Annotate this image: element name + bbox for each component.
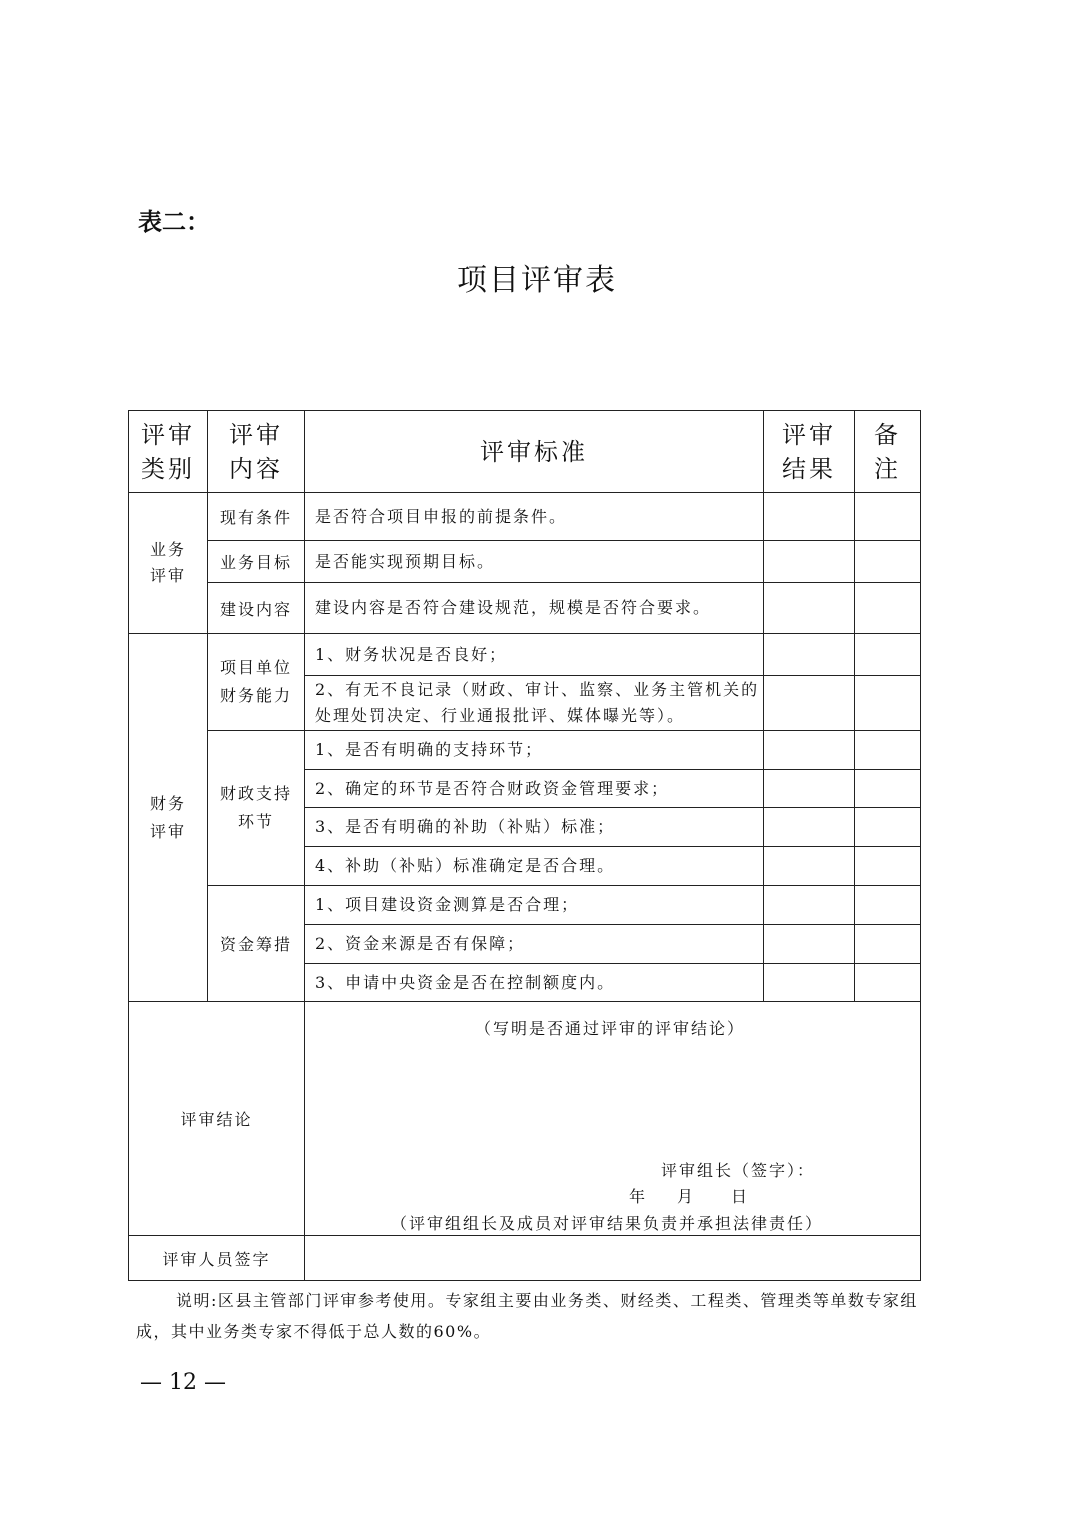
table-row	[129, 731, 921, 770]
header-content	[208, 411, 305, 493]
standard-cell: 2、确定的环节是否符合财政资金管理要求；	[305, 770, 764, 808]
result-cell[interactable]	[764, 731, 855, 770]
remark-cell[interactable]	[855, 731, 921, 770]
content-cell: 业务目标	[208, 541, 305, 583]
conclusion-cell[interactable]	[305, 1002, 921, 1236]
table-row	[129, 541, 921, 583]
content-cell: 资金筹措	[208, 886, 305, 1002]
standard-cell: 3、申请中央资金是否在控制额度内。	[305, 964, 764, 1002]
remark-cell[interactable]	[855, 925, 921, 964]
header-row	[129, 411, 921, 493]
result-cell[interactable]	[764, 925, 855, 964]
result-cell[interactable]	[764, 583, 855, 634]
table-row	[129, 886, 921, 925]
result-cell[interactable]	[764, 847, 855, 886]
signature-row	[129, 1236, 921, 1281]
content-cell: 项目单位 财务能力	[208, 634, 305, 731]
result-cell[interactable]	[764, 886, 855, 925]
remark-cell[interactable]	[855, 541, 921, 583]
category-finance: 财务 评审	[129, 634, 208, 1002]
remark-cell[interactable]	[855, 770, 921, 808]
standard-cell: 1、项目建设资金测算是否合理；	[305, 886, 764, 925]
standard-cell: 4、补助（补贴）标准确定是否合理。	[305, 847, 764, 886]
remark-cell[interactable]	[855, 634, 921, 676]
remark-cell[interactable]	[855, 847, 921, 886]
standard-cell: 2、资金来源是否有保障；	[305, 925, 764, 964]
header-remark: 备 注	[855, 411, 921, 493]
conclusion-row	[129, 1002, 921, 1236]
header-result: 评审 结果	[764, 411, 855, 493]
standard-cell: 建设内容是否符合建设规范，规模是否符合要求。	[305, 583, 764, 634]
conclusion-label: 评审结论	[129, 1002, 305, 1236]
table-row	[129, 583, 921, 634]
responsibility-note: （评审组组长及成员对评审结果负责并承担法律责任）	[391, 1214, 824, 1233]
header-content-text: 评审内容	[229, 420, 283, 483]
remark-cell[interactable]	[855, 583, 921, 634]
header-category-text: 评审类别	[141, 420, 195, 483]
standard-cell: 2、有无不良记录（财政、审计、监察、业务主管机关的处理处罚决定、行业通报批评、媒体曝光等）。	[305, 676, 764, 731]
result-cell[interactable]	[764, 541, 855, 583]
content-cell: 现有条件	[208, 493, 305, 541]
result-cell[interactable]	[764, 770, 855, 808]
remark-cell[interactable]	[855, 493, 921, 541]
standard-cell: 3、是否有明确的补助（补贴）标准；	[305, 808, 764, 847]
standard-cell: 1、财务状况是否良好；	[305, 634, 764, 676]
signature-cell[interactable]	[305, 1236, 921, 1281]
category-business: 业务 评审	[129, 493, 208, 634]
page-title: 项目评审表	[457, 263, 617, 298]
header-standard: 评审标准	[305, 411, 764, 493]
content-cell: 建设内容	[208, 583, 305, 634]
standard-cell: 是否能实现预期目标。	[305, 541, 764, 583]
remark-cell[interactable]	[855, 886, 921, 925]
remark-cell[interactable]	[855, 676, 921, 731]
page-number: — 12 —	[140, 1370, 226, 1395]
standard-cell: 是否符合项目申报的前提条件。	[305, 493, 764, 541]
result-cell[interactable]	[764, 634, 855, 676]
date-line: 年 月 日	[629, 1187, 750, 1206]
table-label: 表二：	[138, 207, 210, 236]
remark-cell[interactable]	[855, 808, 921, 847]
result-cell[interactable]	[764, 493, 855, 541]
result-cell[interactable]	[764, 964, 855, 1002]
conclusion-hint: （写明是否通过评审的评审结论）	[475, 1019, 746, 1038]
result-cell[interactable]	[764, 808, 855, 847]
signature-label: 评审人员签字	[129, 1236, 305, 1281]
table-row	[129, 634, 921, 676]
content-cell: 财政支持 环节	[208, 731, 305, 886]
remark-cell[interactable]	[855, 964, 921, 1002]
leader-signature-label: 评审组长（签字）：	[661, 1161, 816, 1180]
standard-cell: 1、是否有明确的支持环节；	[305, 731, 764, 770]
result-cell[interactable]	[764, 676, 855, 731]
note: 说明:区县主管部门评审参考使用。专家组主要由业务类、财经类、工程类、管理类等单数专家组成，其中业务类专家不得低于总人数的60%。	[136, 1291, 918, 1341]
table-row	[129, 493, 921, 541]
header-category	[129, 411, 208, 493]
review-table	[128, 410, 921, 1281]
